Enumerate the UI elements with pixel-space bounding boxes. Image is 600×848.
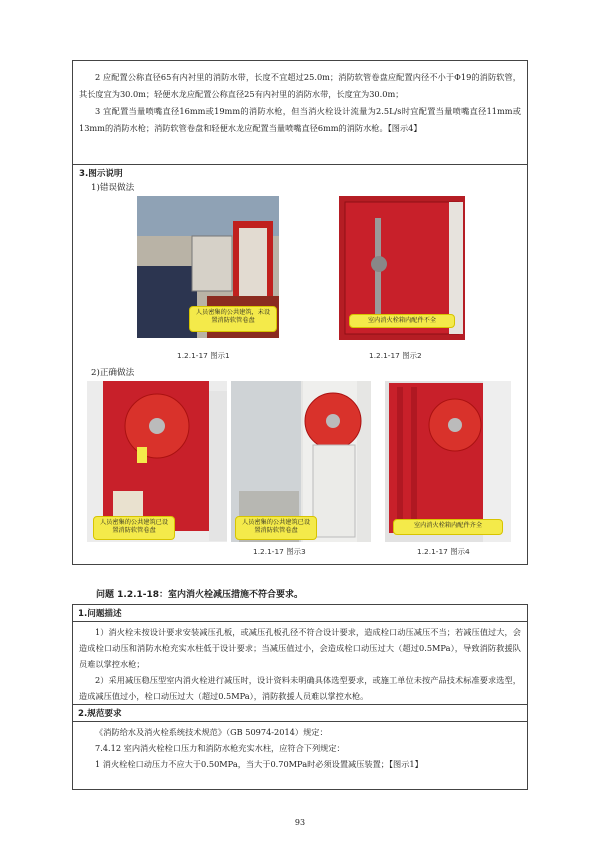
issue-box	[72, 604, 528, 790]
page-number: 93	[294, 818, 306, 827]
photo-5-caption: 1.2.1-17 图示4	[417, 547, 470, 556]
photo-1	[137, 196, 279, 338]
photo-2-caption: 1.2.1-17 图示2	[369, 351, 422, 360]
figure-heading: 3.图示说明	[79, 169, 123, 179]
photo-3-tag: 人员密集的公共建筑已设置消防软管卷盘	[93, 516, 175, 540]
photo-4-tag: 人员密集的公共建筑已设置消防软管卷盘	[235, 516, 317, 540]
photo-5-image	[385, 381, 511, 542]
photo-4	[231, 381, 371, 542]
paragraph-3: 3 宜配置当量喷嘴直径16mm或19mm的消防水枪，但当消火栓设计流量为2.5L/s时宜配置当量喷嘴直径11mm或13mm的消防水枪；消防软管卷盘和轻便水龙应配置当量喷嘴直径6mm的消防水枪。【图示4】	[79, 106, 521, 133]
req-3: 1 消火栓栓口动压力不应大于0.50MPa，当大于0.70MPa时必须设置减压装置；【图示1】	[95, 759, 423, 769]
issue-desc-text	[73, 622, 527, 704]
photo-5	[385, 381, 511, 542]
photo-2	[339, 196, 465, 340]
paragraph-2: 2 应配置公称直径65有内衬里的消防水带，长度不宜超过25.0m；消防软管卷盘应配置内径不小于Φ19的消防软管，其长度宜为30.0m；轻便水龙应配置公称直径25有内衬里的消防水带，长度宜为30.0m；	[79, 72, 521, 99]
desc-1: 1）消火栓未按设计要求安装减压孔板，或减压孔板孔径不符合设计要求，造成栓口动压减压不当；若减压值过大，会造成栓口动压和消防水枪充实水柱低于设计要求；当减压值过小，会造成栓口动压过大（超过0.5MPa），导致消防救援队员难以掌控水枪；	[79, 627, 521, 669]
photo-1-caption: 1.2.1-17 图示1	[177, 351, 230, 360]
req-1: 《消防给水及消火栓系统技术规范》（GB 50974-2014）规定：	[95, 727, 328, 737]
photo-5-tag: 室内消火栓箱内配件齐全	[393, 519, 503, 535]
req-2: 7.4.12 室内消火栓栓口压力和消防水枪充实水柱，应符合下列规定：	[95, 743, 345, 753]
photo-3	[87, 381, 227, 542]
issue-title: 问题 1.2.1-18：室内消火栓减压措施不符合要求。	[96, 590, 304, 600]
top-box	[72, 60, 528, 565]
req-heading: 2.规范要求	[73, 704, 527, 722]
photo-1-tag: 人员密集的公共建筑，未设置消防软管卷盘	[189, 306, 277, 332]
right-label: 2)正确做法	[91, 368, 135, 378]
wrong-label: 1)错误做法	[91, 183, 135, 193]
photo-2-tag: 室内消火栓箱内配件不全	[349, 314, 455, 328]
req-text	[73, 722, 527, 772]
issue-desc-heading: 1.问题描述	[73, 605, 527, 622]
desc-2: 2）采用减压稳压型室内消火栓进行减压时，设计资料未明确具体选型要求，或施工单位未按产品技术标准要求选型，造成减压值过小，栓口动压过大（超过0.5MPa），消防救援人员难以掌控水枪。	[79, 675, 521, 701]
photo-4-caption: 1.2.1-17 图示3	[253, 547, 306, 556]
top-text	[73, 61, 527, 137]
divider	[73, 164, 527, 165]
